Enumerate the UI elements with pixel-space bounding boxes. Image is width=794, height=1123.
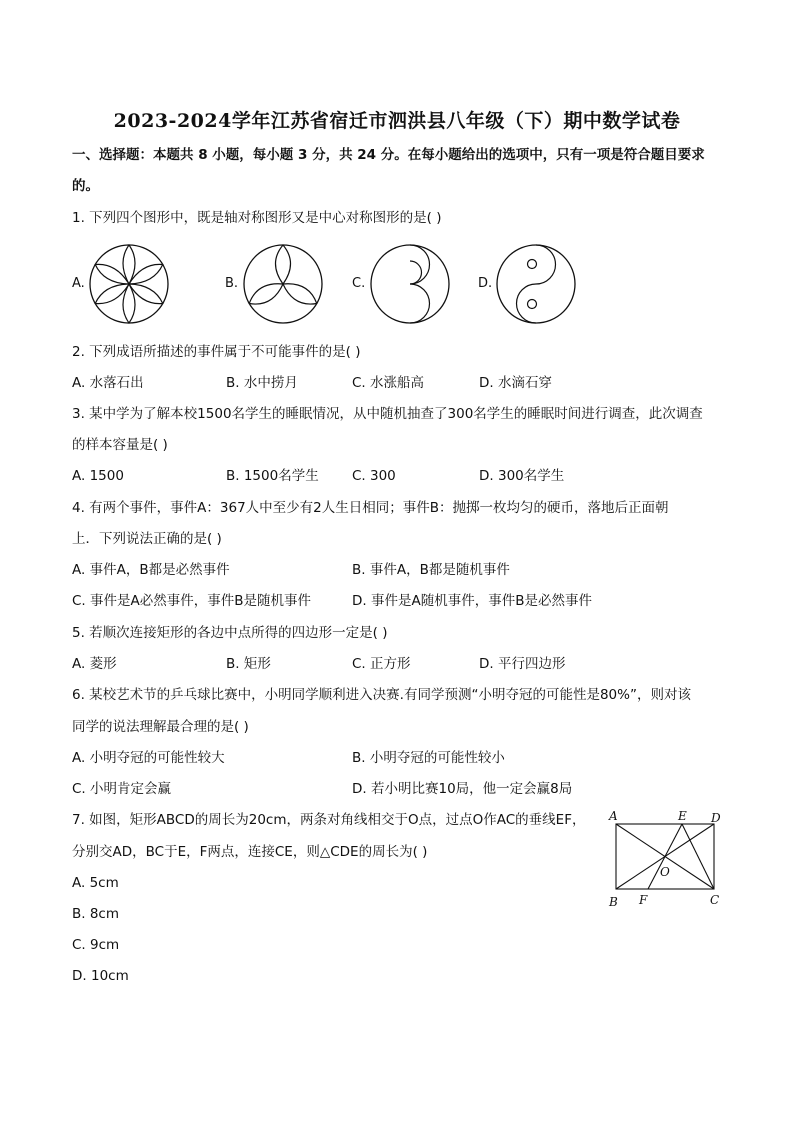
q6-option-a: A. 小明夺冠的可能性较大 (72, 750, 225, 766)
point-label-d: D (711, 811, 721, 825)
q5-option-d: D. 平行四边形 (479, 656, 566, 672)
q1-stem: 1. 下列四个图形中，既是轴对称图形又是中心对称图形的是( ) (72, 210, 442, 226)
q3-option-c: C. 300 (352, 468, 396, 484)
q1-label-a: A. (72, 276, 85, 291)
q4-option-c: C. 事件是A必然事件，事件B是随机事件 (72, 593, 312, 609)
q6-option-b: B. 小明夺冠的可能性较小 (352, 750, 505, 766)
q3-option-a: A. 1500 (72, 468, 124, 484)
q6-stem-line2: 同学的说法理解最合理的是( ) (72, 719, 249, 735)
point-label-e: E (678, 809, 687, 823)
line-ef (648, 824, 682, 889)
q6-option-d: D. 若小明比赛10局，他一定会赢8局 (352, 781, 573, 797)
q4-stem-line2: 上．下列说法正确的是( ) (72, 531, 222, 547)
q2-option-a: A. 水落石出 (72, 375, 144, 391)
q3-stem-line2: 的样本容量是( ) (72, 437, 168, 453)
q5-option-b: B. 矩形 (226, 656, 271, 672)
point-label-a: A (609, 809, 618, 823)
q1-label-c: C. (352, 276, 366, 291)
q2-option-d: D. 水滴石穿 (479, 375, 552, 391)
q3-option-b: B. 1500名学生 (226, 468, 319, 484)
q1-figure-a-flower-icon (88, 243, 170, 325)
q1-label-d: D. (478, 276, 493, 291)
q1-label-b: B. (225, 276, 239, 291)
q3-option-d: D. 300名学生 (479, 468, 565, 484)
q5-option-c: C. 正方形 (352, 656, 411, 672)
point-label-f: F (639, 893, 648, 907)
q1-figure-b-trefoil-icon (242, 243, 324, 325)
q2-option-b: B. 水中捞月 (226, 375, 298, 391)
q1-figure-c-swirl-icon (369, 243, 451, 325)
q4-option-d: D. 事件是A随机事件，事件B是必然事件 (352, 593, 592, 609)
q4-stem-line1: 4. 有两个事件，事件A：367人中至少有2人生日相同；事件B：抛掷一枚均匀的硬币，落地后正面朝 (72, 500, 669, 516)
point-label-b: B (609, 895, 618, 909)
q3-stem-line1: 3. 某中学为了解本校1500名学生的睡眠情况，从中随机抽查了300名学生的睡眠时间进行调查，此次调查 (72, 406, 703, 422)
q2-option-c: C. 水涨船高 (352, 375, 425, 391)
q2-stem: 2. 下列成语所描述的事件属于不可能事件的是( ) (72, 344, 361, 360)
q7-option-c: C. 9cm (72, 937, 120, 953)
q6-stem-line1: 6. 某校艺术节的乒乓球比赛中，小明同学顺利进入决赛.有同学预测“小明夺冠的可能性是80%”，则对该 (72, 687, 691, 703)
q5-stem: 5. 若顺次连接矩形的各边中点所得的四边形一定是( ) (72, 625, 388, 641)
exam-title: 2023-2024学年江苏省宿迁市泗洪县八年级（下）期中数学试卷 (113, 110, 681, 132)
q1-figure-d-yinyang-icon (495, 243, 577, 325)
q7-option-d: D. 10cm (72, 968, 129, 984)
q5-option-a: A. 菱形 (72, 656, 117, 672)
point-label-o: O (660, 865, 670, 879)
q7-option-b: B. 8cm (72, 906, 120, 922)
q7-stem-line2: 分别交AD，BC于E，F两点，连接CE，则△CDE的周长为( ) (72, 844, 428, 860)
line-ce (682, 824, 714, 889)
q6-option-c: C. 小明肯定会赢 (72, 781, 172, 797)
section-heading-line1: 一、选择题：本题共 8 小题，每小题 3 分，共 24 分。在每小题给出的选项中，只有一项是符合题目要求 (72, 147, 705, 163)
q7-option-a: A. 5cm (72, 875, 119, 891)
q7-rectangle-diagram (605, 806, 727, 910)
point-label-c: C (710, 893, 720, 907)
q4-option-a: A. 事件A，B都是必然事件 (72, 562, 230, 578)
q7-stem-line1: 7. 如图，矩形ABCD的周长为20cm，两条对角线相交于O点，过点O作AC的垂线EF， (72, 812, 586, 828)
q4-option-b: B. 事件A，B都是随机事件 (352, 562, 510, 578)
section-heading-line2: 的。 (72, 178, 99, 194)
